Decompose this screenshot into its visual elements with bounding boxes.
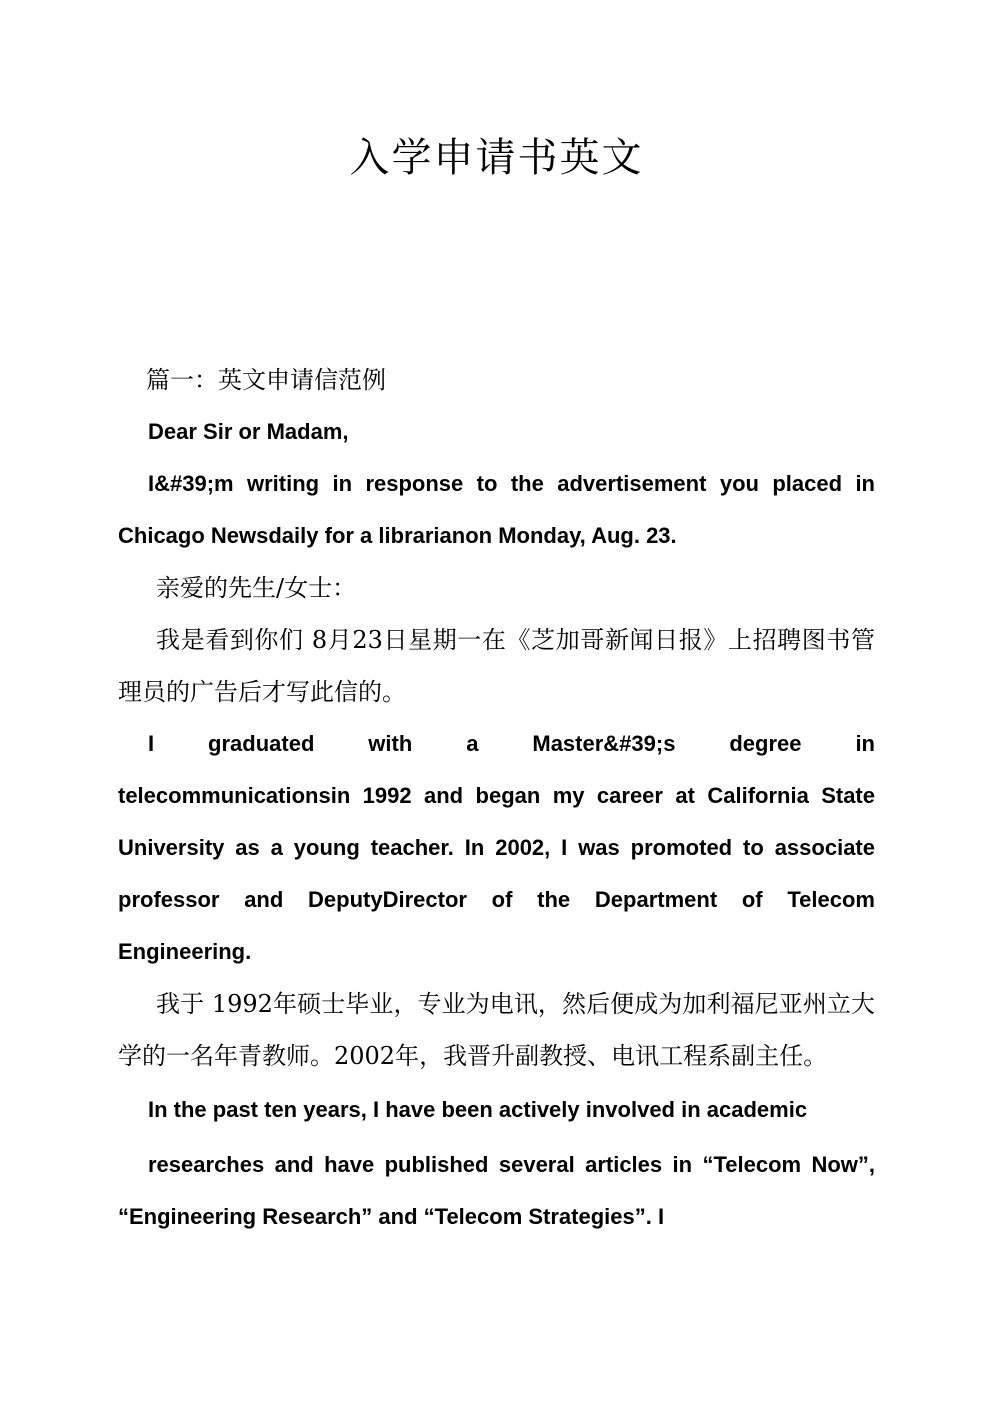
section-heading: 篇一：英文申请信范例 bbox=[146, 366, 386, 394]
document-title: 入学申请书英文 bbox=[349, 135, 644, 181]
paragraph-intro-cn: 我是看到你们 8月23日星期一在《芝加哥新闻日报》上招聘图书管理员的广告后才写此信的。 bbox=[118, 626, 875, 706]
paragraph-intro-en: I&#39;m writing in response to the advertisement you placed in Chicago Newsdaily for a librarianon Monday, Aug. 23. bbox=[118, 471, 875, 548]
document-body bbox=[118, 354, 875, 1243]
paragraph-research-en-first-line: In the past ten years, I have been actively involved in academic bbox=[148, 1097, 808, 1122]
paragraph-career-en: telecommunicationsin 1992 and began my career at California State University as a young teacher. In 2002, I was promoted to associate professor and DeputyDirector of the Department of Telecom Engineering. bbox=[118, 783, 875, 964]
salutation-en: Dear Sir or Madam, bbox=[148, 419, 349, 444]
paragraph-career-cn: 我于 1992年硕士毕业，专业为电讯，然后便成为加利福尼亚州立大学的一名年青教师。2002年，我晋升副教授、电讯工程系副主任。 bbox=[118, 990, 875, 1070]
paragraph-research-en: researches and have published several articles in “Telecom Now”, “Engineering Research” and “Telecom Strategies”. I bbox=[118, 1152, 875, 1229]
salutation-cn: 亲爱的先生/女士： bbox=[156, 574, 357, 602]
paragraph-career-en-first-line: I graduated with a Master&#39;s degree in bbox=[148, 731, 875, 756]
